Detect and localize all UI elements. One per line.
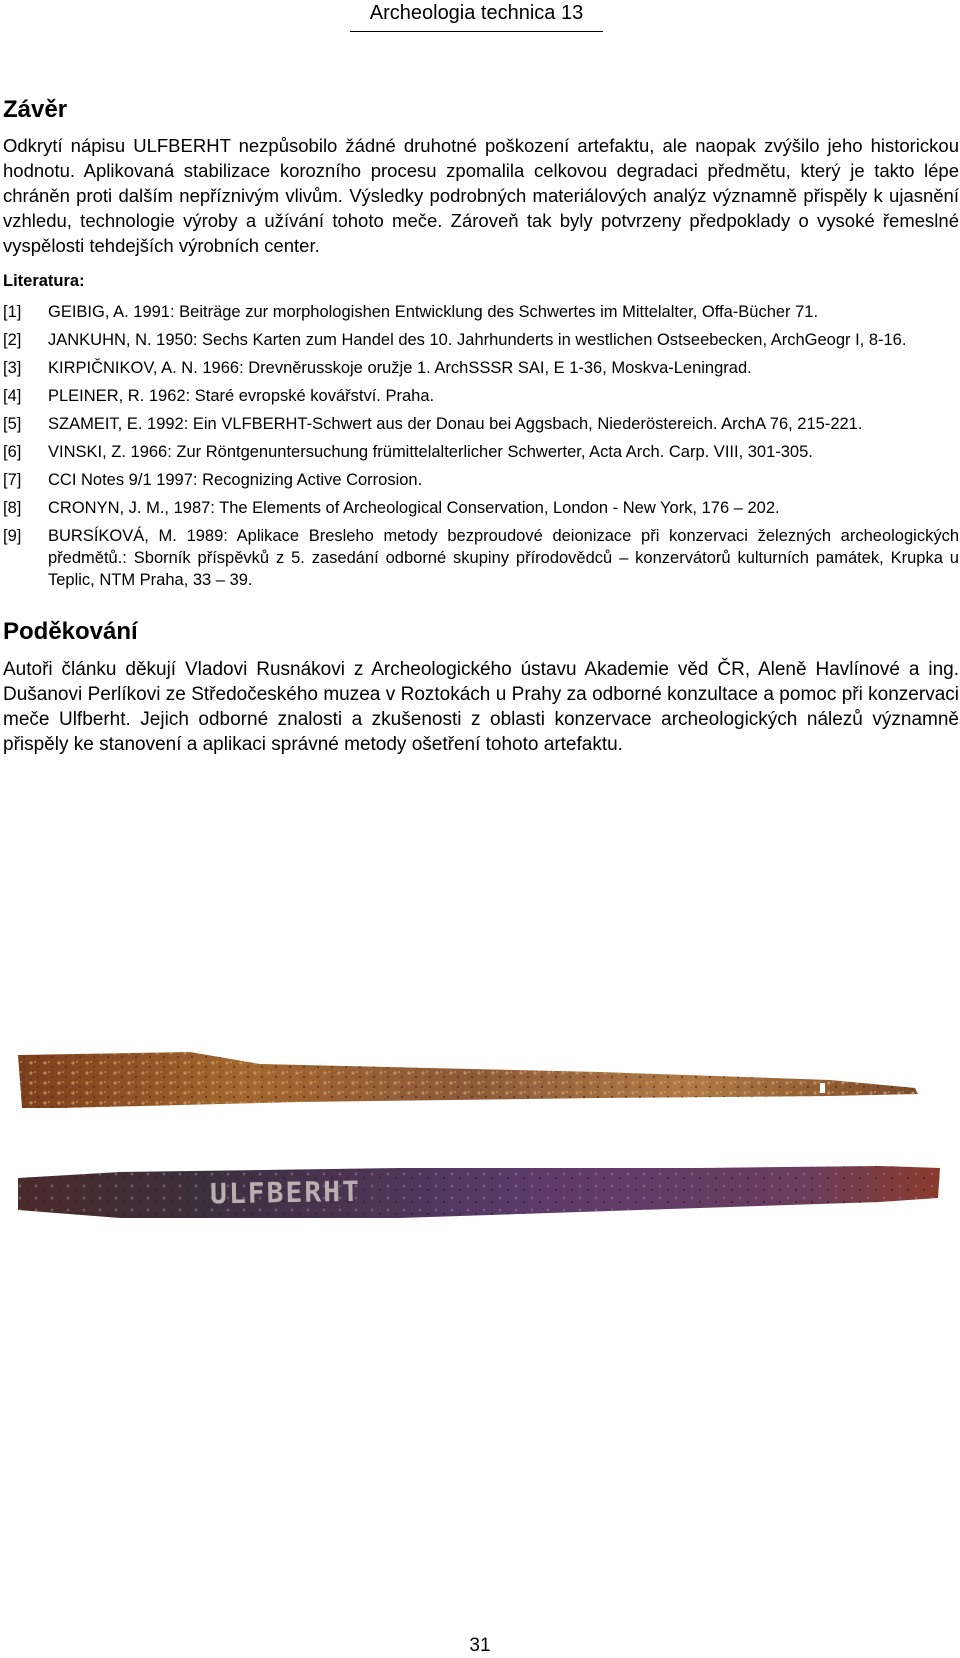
running-header: Archeologia technica 13 — [350, 0, 603, 32]
reference-item — [3, 497, 959, 519]
reference-number: [6] — [3, 443, 22, 461]
reference-item — [3, 301, 959, 323]
reference-number: [9] — [3, 527, 22, 545]
sword-lower — [18, 1166, 940, 1218]
reference-number: [4] — [3, 387, 22, 405]
reference-list — [3, 301, 959, 591]
reference-text: GEIBIG, A. 1991: Beiträge zur morphologishen Entwicklung des Schwertes im Mittelalter, Offa-Bücher 71. — [48, 303, 819, 321]
reference-item — [3, 469, 959, 491]
reference-item — [3, 357, 959, 379]
reference-item — [3, 525, 959, 591]
acknowledgement-heading: Poděkování — [3, 618, 138, 645]
literature-heading: Literatura: — [3, 272, 85, 290]
reference-number: [5] — [3, 415, 22, 433]
reference-text: KIRPIČNIKOV, A. N. 1966: Drevněrusskoje oružje 1. ArchSSSR SAI, E 1-36, Moskva-Leningrad. — [48, 359, 752, 377]
reference-text: CRONYN, J. M., 1987: The Elements of Archeological Conservation, London - New York, 176 – 202. — [48, 499, 780, 517]
reference-text: JANKUHN, N. 1950: Sechs Karten zum Handel des 10. Jahrhunderts in westlichen Ostseebecken, ArchGeogr I, 8-16. — [48, 331, 907, 349]
reference-item — [3, 329, 959, 351]
sword-inscription: ULFBERHT — [209, 1174, 362, 1211]
article-body — [3, 95, 959, 757]
reference-number: [7] — [3, 471, 22, 489]
reference-item — [3, 413, 959, 435]
conclusion-paragraph: Odkrytí nápisu ULFBERHT nezpůsobilo žádné druhotné poškození artefaktu, ale naopak zvýšilo jeho historickou hodnotu. Aplikovaná stabilizace korozního procesu zpomalila celkovou degradaci předmětu, který je takto lépe chráněn proti dalším nepříznivým vlivům. Výsledky podrobných materiálových analýz významně přispěly k ujasnění vzhledu, technologie výroby a užívání tohoto meče. Zároveň tak byly potvrzeny předpoklady o vysoké řemeslné vyspělosti tehdejších výrobních center. — [3, 135, 959, 256]
reference-item — [3, 385, 959, 407]
reference-text: VINSKI, Z. 1966: Zur Röntgenuntersuchung frümittelalterlicher Schwerter, Acta Arch. Carp. VIII, 301-305. — [48, 443, 813, 461]
sword-photograph — [0, 1050, 960, 1280]
conclusion-heading: Závěr — [3, 96, 68, 123]
reference-number: [2] — [3, 331, 22, 349]
reference-number: [8] — [3, 499, 22, 517]
page-number: 31 — [469, 1635, 491, 1656]
sword-upper — [18, 1052, 918, 1108]
acknowledgement-paragraph: Autoři článku děkují Vladovi Rusnákovi z Archeologického ústavu Akademie věd ČR, Aleně Havlínové a ing. Dušanovi Perlíkovi ze Středočeského muzea v Roztokách u Prahy za odborné konzultace a pomoc při konzervaci meče Ulfberht. Jejich odborné znalosti a zkušenosti z oblasti konzervace archeologických nálezů významně přispěly ke stanovení a aplikaci správné metody ošetření tohoto artefaktu. — [3, 659, 959, 755]
reference-text: BURSÍKOVÁ, M. 1989: Aplikace Bresleho metody bezproudové deionizace při konzervaci železných archeologických předmětů.: Sborník příspěvků z 5. zasedání odborné skupiny přírodovědců – konzervátorů kulturních památek, Krupka u Teplic, NTM Praha, 33 – 39. — [48, 527, 959, 589]
reference-text: PLEINER, R. 1962: Staré evropské kovářství. Praha. — [48, 387, 435, 405]
reference-number: [1] — [3, 303, 22, 321]
reference-text: CCI Notes 9/1 1997: Recognizing Active Corrosion. — [48, 471, 423, 489]
reference-item — [3, 441, 959, 463]
reference-text: SZAMEIT, E. 1992: Ein VLFBERHT-Schwert aus der Donau bei Aggsbach, Niederöstereich. ArchA 76, 215-221. — [48, 415, 863, 433]
reference-number: [3] — [3, 359, 22, 377]
